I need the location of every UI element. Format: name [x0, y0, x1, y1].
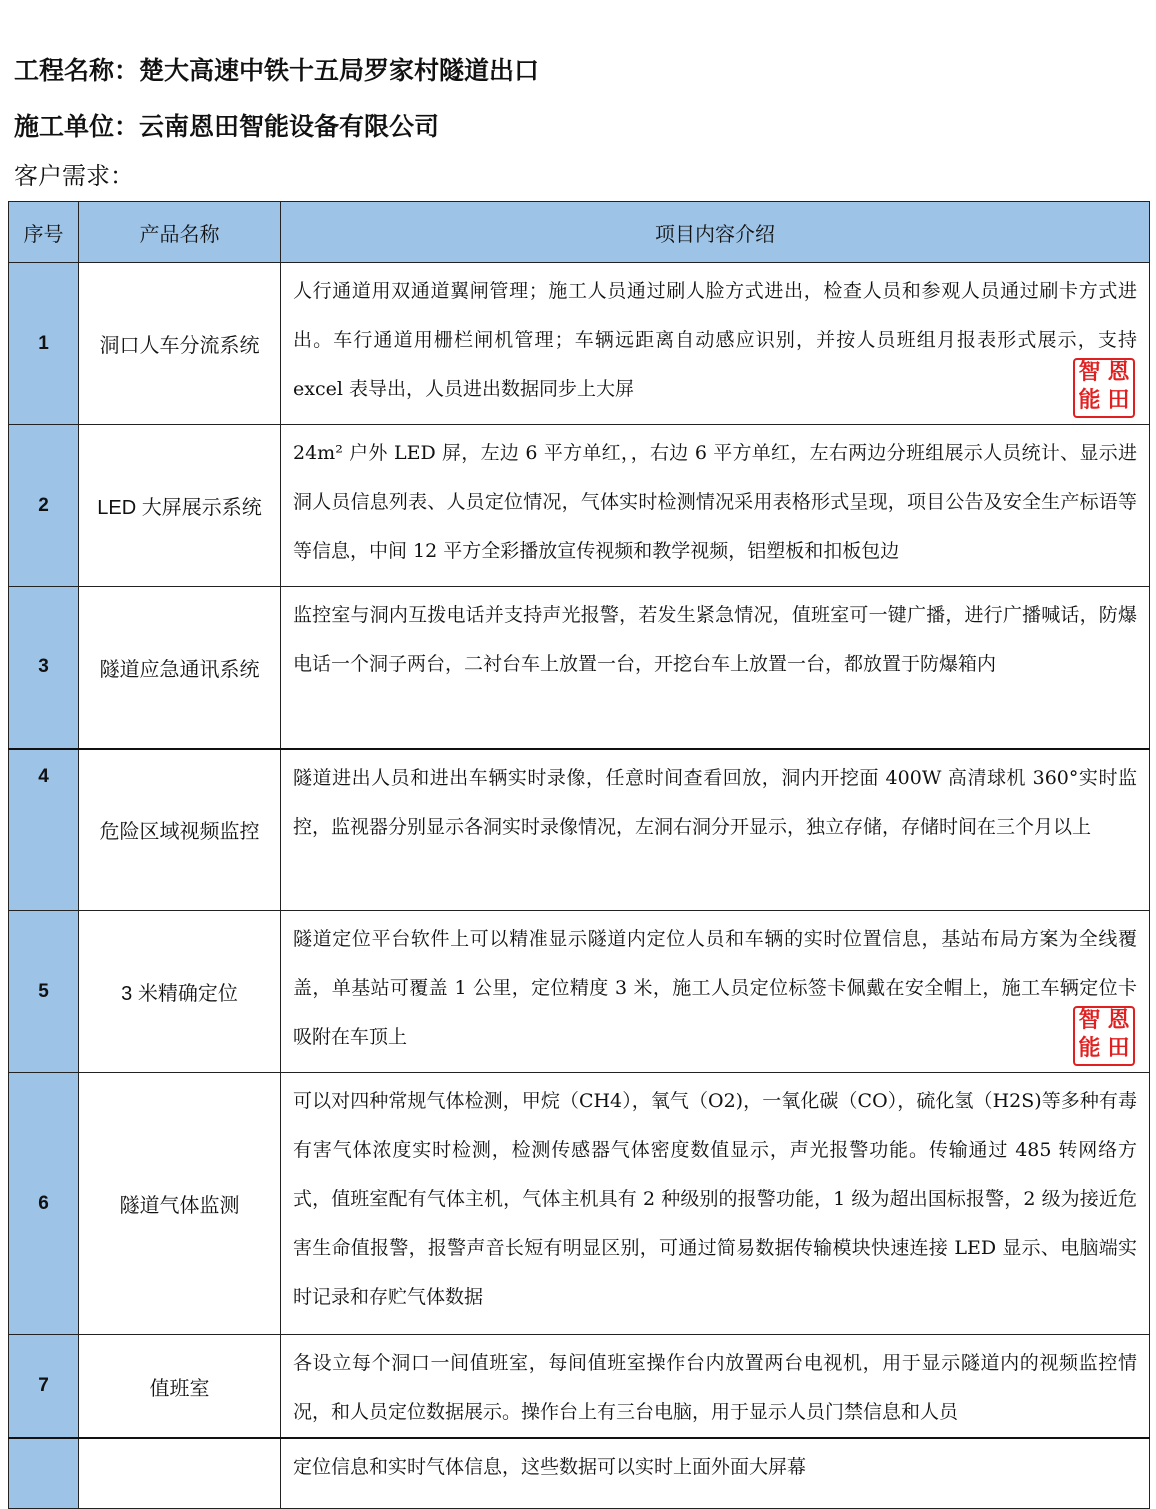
project-name: 工程名称：楚大高速中铁十五局罗家村隧道出口: [14, 57, 540, 85]
column-header-content: 项目内容介绍: [281, 202, 1150, 263]
content-text: 隧道定位平台软件上可以精准显示隧道内定位人员和车辆的实时位置信息，基站布局方案为全线覆盖，单基站可覆盖 1 公里，定位精度 3 米，施工人员定位标签卡佩戴在安全帽上，施工车辆定位卡吸附在车顶上: [293, 928, 1137, 1048]
table-row: [9, 263, 1150, 425]
construction-unit: 施工单位：云南恩田智能设备有限公司: [14, 113, 440, 141]
row-number: 5: [9, 911, 79, 1073]
table-row: [9, 425, 1150, 587]
content-text: 人行通道用双通道翼闸管理；施工人员通过刷人脸方式进出，检查人员和参观人员通过刷卡方式进出。车行通道用栅栏闸机管理；车辆远距离自动感应识别，并按人员班组月报表形式展示，支持 excel 表导出，人员进出数据同步上大屏: [293, 280, 1137, 400]
product-name: 值班室: [79, 1335, 281, 1439]
content-text: 定位信息和实时气体信息，这些数据可以实时上面外面大屏幕: [281, 1438, 1150, 1508]
row-number: 3: [9, 587, 79, 749]
product-name: 3 米精确定位: [79, 911, 281, 1073]
product-name: 危险区域视频监控: [79, 749, 281, 911]
content-text: 隧道进出人员和进出车辆实时录像，任意时间查看回放，洞内开挖面 400W 高清球机 360°实时监控，监视器分别显示各洞实时录像情况，左洞右洞分开显示，独立存储，存储时间在三个月以上: [281, 749, 1150, 911]
company-seal: 智 恩 能 田: [1073, 358, 1135, 418]
row-number: 4: [9, 749, 79, 911]
row-number: 2: [9, 425, 79, 587]
row-number: [9, 1438, 79, 1508]
product-name: 洞口人车分流系统: [79, 263, 281, 425]
product-name: [79, 1438, 281, 1508]
table-row: [9, 911, 1150, 1073]
table-row: [9, 587, 1150, 749]
customer-requirement-label: 客户需求：: [14, 163, 134, 190]
product-name: LED 大屏展示系统: [79, 425, 281, 587]
content-text: 24m² 户外 LED 屏，左边 6 平方单红，，右边 6 平方单红，左右两边分班组展示人员统计、显示进洞人员信息列表、人员定位情况，气体实时检测情况采用表格形式呈现，项目公告及安全生产标语等等信息，中间 12 平方全彩播放宣传视频和教学视频，铝塑板和扣板包边: [281, 425, 1150, 587]
row-number: 7: [9, 1335, 79, 1439]
table-header-row: [9, 202, 1150, 263]
column-header-no: 序号: [9, 202, 79, 263]
requirements-table: [8, 201, 1150, 1509]
table-row: [9, 749, 1150, 911]
company-seal: 智 恩 能 田: [1073, 1006, 1135, 1066]
product-name: 隧道气体监测: [79, 1073, 281, 1335]
row-number: 1: [9, 263, 79, 425]
column-header-product: 产品名称: [79, 202, 281, 263]
content-cell: [281, 911, 1150, 1073]
row-number: 6: [9, 1073, 79, 1335]
table-row: [9, 1438, 1150, 1508]
content-text: 监控室与洞内互拨电话并支持声光报警，若发生紧急情况，值班室可一键广播，进行广播喊话，防爆电话一个洞子两台，二衬台车上放置一台，开挖台车上放置一台，都放置于防爆箱内: [281, 587, 1150, 749]
product-name: 隧道应急通讯系统: [79, 587, 281, 749]
content-text: 可以对四种常规气体检测，甲烷（CH4），氧气（O2)，一氧化碳（CO），硫化氢（H2S)等多种有毒有害气体浓度实时检测，检测传感器气体密度数值显示，声光报警功能。传输通过 485 转网络方式，值班室配有气体主机，气体主机具有 2 种级别的报警功能，1 级为超出国标报警，2 级为接近危害生命值报警，报警声音长短有明显区别，可通过简易数据传输模块快速连接 LED 显示、电脑端实时记录和存贮气体数据: [281, 1073, 1150, 1335]
content-text: 各设立每个洞口一间值班室，每间值班室操作台内放置两台电视机，用于显示隧道内的视频监控情况，和人员定位数据展示。操作台上有三台电脑，用于显示人员门禁信息和人员: [281, 1335, 1150, 1439]
content-cell: [281, 263, 1150, 425]
table-row: [9, 1335, 1150, 1439]
table-row: [9, 1073, 1150, 1335]
